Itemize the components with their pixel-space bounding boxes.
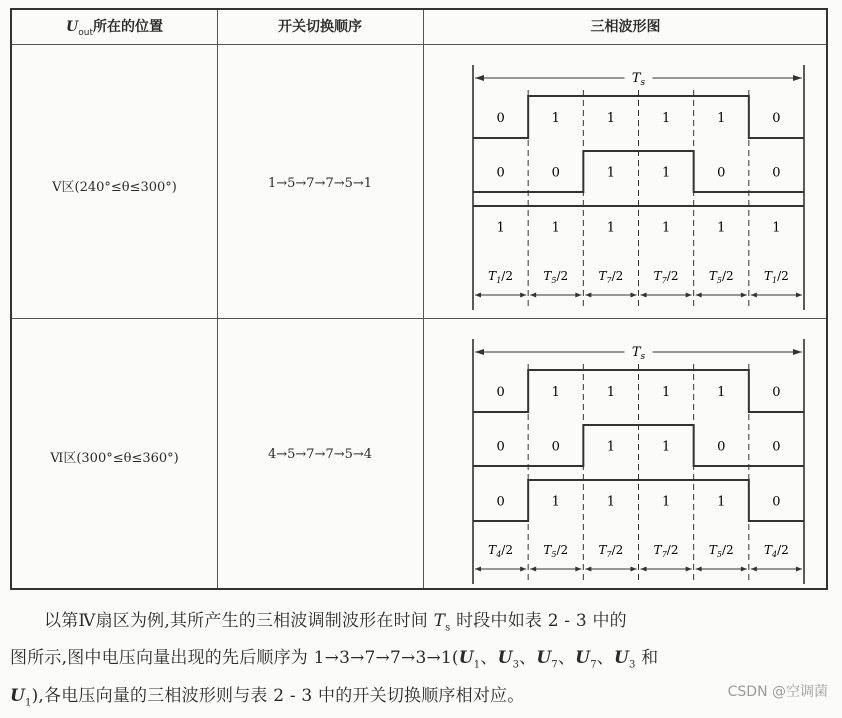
phase-2-value: 0	[551, 165, 560, 181]
switching-table	[10, 8, 828, 590]
header-position-text: 所在的位置	[92, 19, 163, 35]
interval-arrowhead	[520, 293, 526, 298]
phase-3-value: 1	[551, 494, 560, 510]
interval-arrowhead	[530, 567, 536, 572]
phase-3-value: 1	[496, 220, 505, 236]
phase-1-value: 1	[606, 111, 616, 126]
interval-arrowhead	[751, 567, 757, 572]
interval-label: $T_7/2$	[598, 269, 624, 285]
phase-2-value: 0	[496, 165, 505, 181]
phase-2-value: 1	[661, 439, 671, 455]
interval-arrowhead	[585, 567, 591, 572]
row1-waveform	[423, 45, 828, 317]
header-waveform: 三相波形图	[590, 19, 661, 35]
phase-1-value: 1	[661, 111, 671, 126]
phase-1-value: 1	[717, 385, 726, 400]
interval-arrowhead	[696, 293, 702, 298]
interval-arrowhead	[585, 293, 591, 298]
interval-label: $T_5/2$	[708, 543, 734, 559]
phase-1-value: 1	[717, 111, 726, 126]
interval-arrowhead	[741, 567, 747, 572]
interval-label: $T_7/2$	[653, 269, 679, 285]
paragraph-line-2: 图所示,图中电压向量出现的先后顺序为 $1\to 3\to 7\to 7\to 3\to 1(U_1$、$U_3$、$U_7$、$U_7$、$U_3$ 和	[10, 648, 659, 671]
interval-arrowhead	[475, 567, 481, 572]
phase-1-value: 1	[606, 385, 616, 400]
interval-arrowhead	[796, 293, 802, 298]
interval-label: $T_7/2$	[653, 543, 679, 559]
interval-arrowhead	[686, 293, 692, 298]
interval-label: $T_4/2$	[488, 543, 513, 559]
row2-waveform	[423, 319, 828, 590]
phase-3-value: 1	[772, 220, 781, 236]
phase-2-value: 1	[661, 165, 671, 181]
phase-3-value: 1	[661, 220, 671, 236]
phase-2-value: 0	[551, 439, 560, 455]
interval-arrowhead	[575, 293, 581, 298]
row1-zone: Ⅴ区(240°≤θ≤300°)	[52, 180, 177, 195]
header-position-subscript: out	[78, 27, 93, 38]
phase-2-value: 1	[606, 439, 616, 455]
period-label: $T_s$	[631, 345, 646, 362]
header-position	[12, 10, 217, 44]
phase-1-value: 1	[551, 111, 560, 126]
interval-label: $T_7/2$	[598, 543, 624, 559]
interval-label: $T_5/2$	[543, 543, 569, 559]
interval-arrowhead	[696, 567, 702, 572]
interval-label: $T_5/2$	[543, 269, 569, 285]
row2-zone: Ⅵ区(300°≤θ≤360°)	[50, 451, 179, 466]
interval-arrowhead	[796, 567, 802, 572]
watermark: CSDN @空调菌	[727, 684, 828, 700]
phase-3-value: 1	[661, 494, 671, 510]
phase-1-value: 0	[772, 111, 781, 126]
interval-arrowhead	[741, 293, 747, 298]
period-arrowhead	[793, 349, 802, 355]
header-position-symbol: U	[66, 19, 79, 35]
interval-label: $T_1/2$	[764, 269, 789, 285]
phase-3-value: 0	[772, 494, 781, 510]
phase-1-value: 0	[772, 385, 781, 400]
interval-arrowhead	[520, 567, 526, 572]
row2-sequence: 4→5→7→7→5→4	[267, 447, 373, 462]
paragraph-line-3: $U_1$),各电压向量的三相波形则与表 2 - 3 中的开关切换顺序相对应。	[10, 685, 525, 709]
interval-arrowhead	[631, 293, 637, 298]
interval-arrowhead	[530, 293, 536, 298]
phase-3-value: 0	[496, 494, 505, 510]
period-arrowhead	[793, 75, 802, 81]
phase-2-value: 0	[717, 439, 726, 455]
phase-1-value: 0	[496, 385, 505, 400]
interval-arrowhead	[686, 567, 692, 572]
period-arrowhead	[475, 75, 484, 81]
interval-arrowhead	[641, 567, 647, 572]
interval-arrowhead	[575, 567, 581, 572]
phase-1-value: 1	[551, 385, 560, 400]
phase-2-value: 1	[606, 165, 616, 181]
interval-label: $T_4/2$	[764, 543, 789, 559]
period-label: $T_s$	[631, 71, 646, 88]
phase-3-value: 1	[717, 220, 726, 236]
header-sequence: 开关切换顺序	[278, 19, 362, 35]
period-arrowhead	[475, 349, 484, 355]
phase-1-value: 1	[661, 385, 671, 400]
interval-arrowhead	[631, 567, 637, 572]
phase-1-value: 0	[496, 111, 505, 126]
paragraph-line-1: 以第Ⅳ扇区为例,其所产生的三相波调制波形在时间 $T_s$ 时段中如表 2 - 3 中的	[44, 611, 627, 634]
phase-2-value: 0	[496, 439, 505, 455]
row1-sequence: 1→5→7→7→5→1	[267, 176, 373, 191]
phase-2-value: 0	[717, 165, 726, 181]
phase-2-value: 0	[772, 439, 781, 455]
interval-arrowhead	[475, 293, 481, 298]
phase-3-value: 1	[551, 220, 560, 236]
phase-3-value: 1	[717, 494, 726, 510]
phase-3-value: 1	[606, 494, 616, 510]
phase-3-value: 1	[606, 220, 616, 236]
interval-arrowhead	[751, 293, 757, 298]
interval-arrowhead	[641, 293, 647, 298]
interval-label: $T_5/2$	[708, 269, 734, 285]
interval-label: $T_1/2$	[488, 269, 513, 285]
phase-2-value: 0	[772, 165, 781, 181]
body-paragraph	[10, 606, 828, 718]
column-divider	[217, 10, 218, 588]
